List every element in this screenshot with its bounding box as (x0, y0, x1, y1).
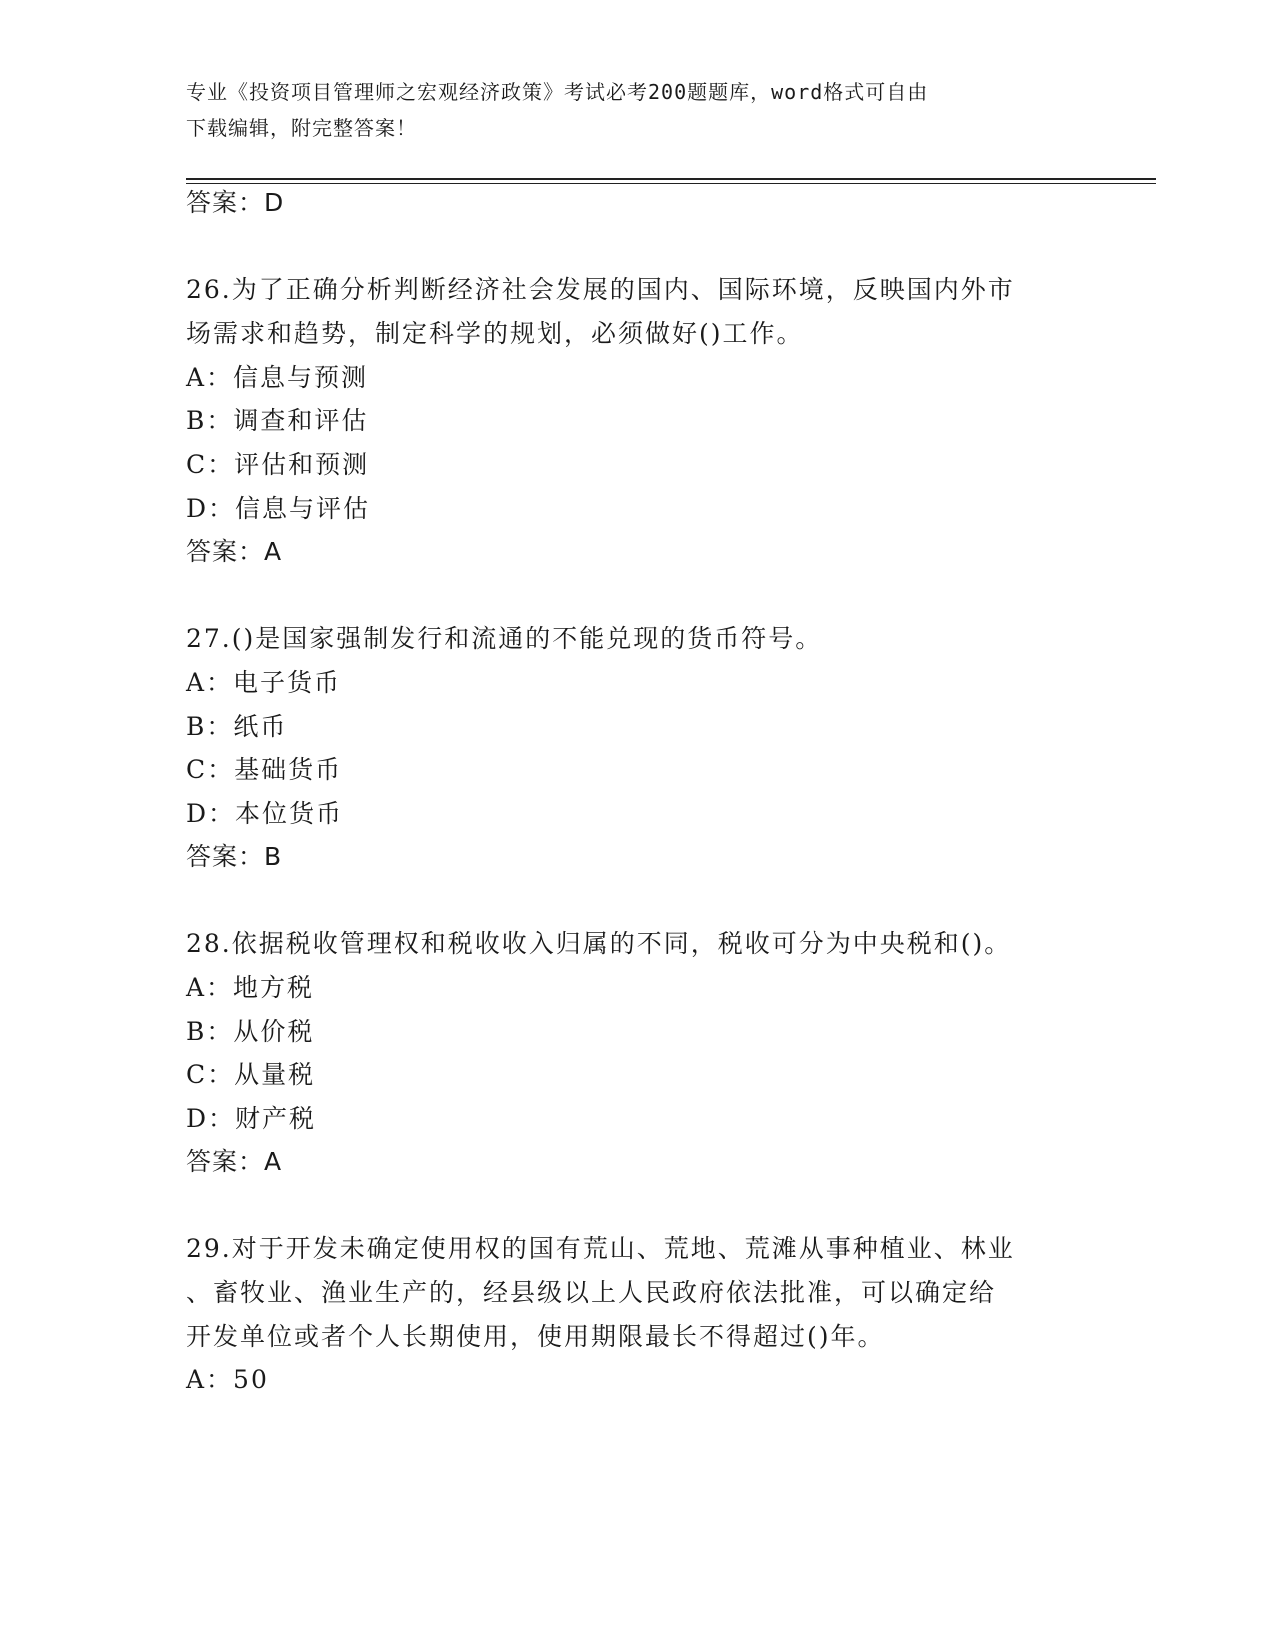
prev-answer: 答案：D (186, 188, 285, 217)
q28-answer: 答案：A (186, 1147, 283, 1176)
q29-stem-line-1: 29.对于开发未确定使用权的国有荒山、荒地、荒滩从事种植业、林业 (186, 1234, 1015, 1263)
document-header (186, 74, 1066, 146)
header-rule-thin (186, 183, 1156, 184)
q28-option-a: A：地方税 (186, 973, 315, 1002)
q27-option-a: A：电子货币 (186, 668, 342, 697)
q26-option-b: B：调查和评估 (186, 406, 369, 435)
q28-option-c: C：从量税 (186, 1060, 316, 1089)
q28-stem-line-1: 28.依据税收管理权和税收收入归属的不同，税收可分为中央税和()。 (186, 929, 1012, 958)
q29-stem-line-2: 、畜牧业、渔业生产的，经县级以上人民政府依法批准，可以确定给 (186, 1278, 997, 1307)
header-rule-thick (186, 178, 1156, 180)
q29-stem-line-3: 开发单位或者个人长期使用，使用期限最长不得超过()年。 (186, 1322, 885, 1351)
q27-stem-line-1: 27.()是国家强制发行和流通的不能兑现的货币符号。 (186, 624, 823, 653)
q27-option-c: C：基础货币 (186, 755, 343, 784)
q26-option-c: C：评估和预测 (186, 450, 370, 479)
q26-option-d: D：信息与评估 (186, 494, 371, 523)
header-line-2: 下载编辑，附完整答案！ (186, 116, 417, 140)
q26-option-a: A：信息与预测 (186, 363, 369, 392)
header-line-1: 专业《投资项目管理师之宏观经济政策》考试必考200题题库，word格式可自由 (186, 80, 929, 104)
q27-answer: 答案：B (186, 842, 283, 871)
q26-answer: 答案：A (186, 537, 283, 566)
q26-stem-line-2: 场需求和趋势，制定科学的规划，必须做好()工作。 (186, 319, 804, 348)
q28-option-d: D：财产税 (186, 1104, 317, 1133)
q28-option-b: B：从价税 (186, 1017, 315, 1046)
q29-option-a: A：50 (186, 1365, 269, 1394)
q27-option-b: B：纸币 (186, 712, 288, 741)
q26-stem-line-1: 26.为了正确分析判断经济社会发展的国内、国际环境，反映国内外市 (186, 275, 1015, 304)
q27-option-d: D：本位货币 (186, 799, 344, 828)
